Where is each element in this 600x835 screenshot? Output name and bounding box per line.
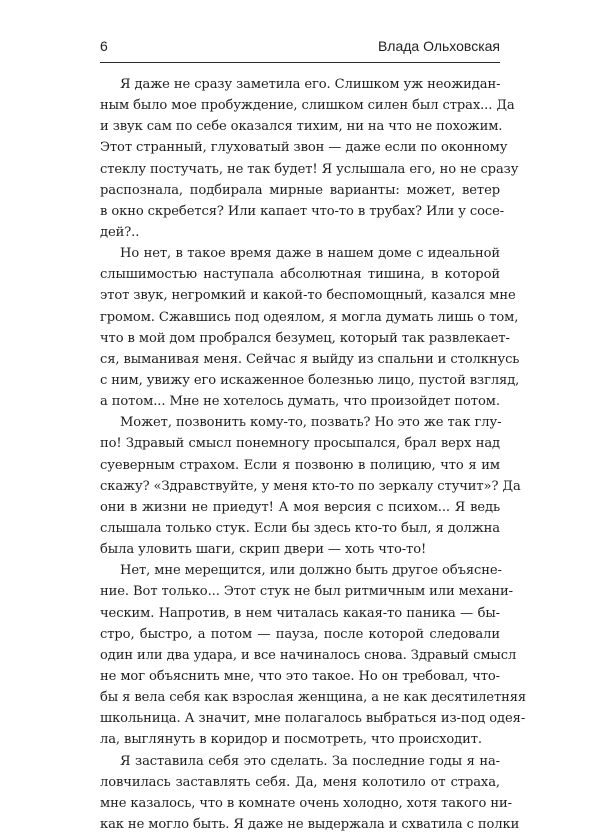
text-line: бы я вела себя как взрослая женщина, а не как десятилетняя bbox=[100, 687, 500, 708]
text-line: ловчилась заставлять себя. Да, меня колотило от страха, bbox=[100, 772, 500, 793]
paragraph bbox=[100, 560, 500, 750]
text-line: один или два удара, и все начиналось снова. Здравый смысл bbox=[100, 645, 500, 666]
text-line: стеклу постучать, не так будет! Я услышала его, но не сразу bbox=[100, 159, 500, 180]
body-text bbox=[100, 74, 500, 835]
text-line: дей?.. bbox=[100, 222, 500, 243]
running-header bbox=[100, 38, 500, 63]
text-line: распознала, подбирала мирные варианты: может, ветер bbox=[100, 180, 500, 201]
text-line: как не могло быть. Я даже не выдержала и схватила с полки bbox=[100, 814, 500, 835]
text-line: ние. Вот только... Этот стук не был ритмичным или механи- bbox=[100, 581, 500, 602]
text-line: скажу? «Здравствуйте, у меня кто-то по зеркалу стучит»? Да bbox=[100, 476, 500, 497]
text-line: была уловить шаги, скрип двери — хоть что-то! bbox=[100, 539, 500, 560]
text-line: суеверным страхом. Если я позвоню в полицию, что я им bbox=[100, 455, 500, 476]
running-head-author: Влада Ольховская bbox=[378, 38, 500, 54]
text-line: Может, позвонить кому-то, позвать? Но это же так глу- bbox=[100, 412, 500, 433]
text-line: Я заставила себя это сделать. За последние годы я на- bbox=[100, 751, 500, 772]
text-line: Нет, мне мерещится, или должно быть другое объясне- bbox=[100, 560, 500, 581]
text-line: ся, выманивая меня. Сейчас я выйду из спальни и столкнусь bbox=[100, 349, 500, 370]
text-line: ным было мое пробуждение, слишком силен был страх... Да bbox=[100, 95, 500, 116]
paragraph bbox=[100, 412, 500, 560]
paragraph bbox=[100, 751, 500, 835]
text-line: стро, быстро, а потом — пауза, после которой следовали bbox=[100, 624, 500, 645]
text-line: Этот странный, глуховатый звон — даже если по оконному bbox=[100, 137, 500, 158]
text-line: этот звук, негромкий и какой-то беспомощный, казался мне bbox=[100, 285, 500, 306]
text-line: Но нет, в такое время даже в нашем доме с идеальной bbox=[100, 243, 500, 264]
text-line: ла, выглянуть в коридор и посмотреть, что происходит. bbox=[100, 729, 500, 750]
text-line: с ним, увижу его искаженное болезнью лицо, пустой взгляд, bbox=[100, 370, 500, 391]
text-line: что в мой дом пробрался безумец, который так развлекает- bbox=[100, 328, 500, 349]
text-line: они в жизни не приедут! А моя версия с психом... Я ведь bbox=[100, 497, 500, 518]
paragraph bbox=[100, 74, 500, 243]
text-line: не мог объяснить мне, что это такое. Но он требовал, что- bbox=[100, 666, 500, 687]
text-line: громом. Сжавшись под одеялом, я могла думать лишь о том, bbox=[100, 307, 500, 328]
page-number: 6 bbox=[100, 38, 108, 54]
text-line: слышала только стук. Если бы здесь кто-то был, я должна bbox=[100, 518, 500, 539]
text-line: школьница. А значит, мне полагалось выбраться из-под одея- bbox=[100, 708, 500, 729]
text-line: ческим. Напротив, в нем читалась какая-то паника — бы- bbox=[100, 603, 500, 624]
text-line: в окно скребется? Или капает что-то в трубах? Или у сосе- bbox=[100, 201, 500, 222]
text-line: Я даже не сразу заметила его. Слишком уж неожидан- bbox=[100, 74, 500, 95]
paragraph bbox=[100, 243, 500, 412]
text-line: и звук сам по себе оказался тихим, ни на что не похожим. bbox=[100, 116, 500, 137]
text-line: слышимостью наступала абсолютная тишина, в которой bbox=[100, 264, 500, 285]
text-line: по! Здравый смысл понемногу просыпался, брал верх над bbox=[100, 433, 500, 454]
text-line: а потом... Мне не хотелось думать, что произойдет потом. bbox=[100, 391, 500, 412]
text-line: мне казалось, что в комнате очень холодно, хотя такого ни- bbox=[100, 793, 500, 814]
